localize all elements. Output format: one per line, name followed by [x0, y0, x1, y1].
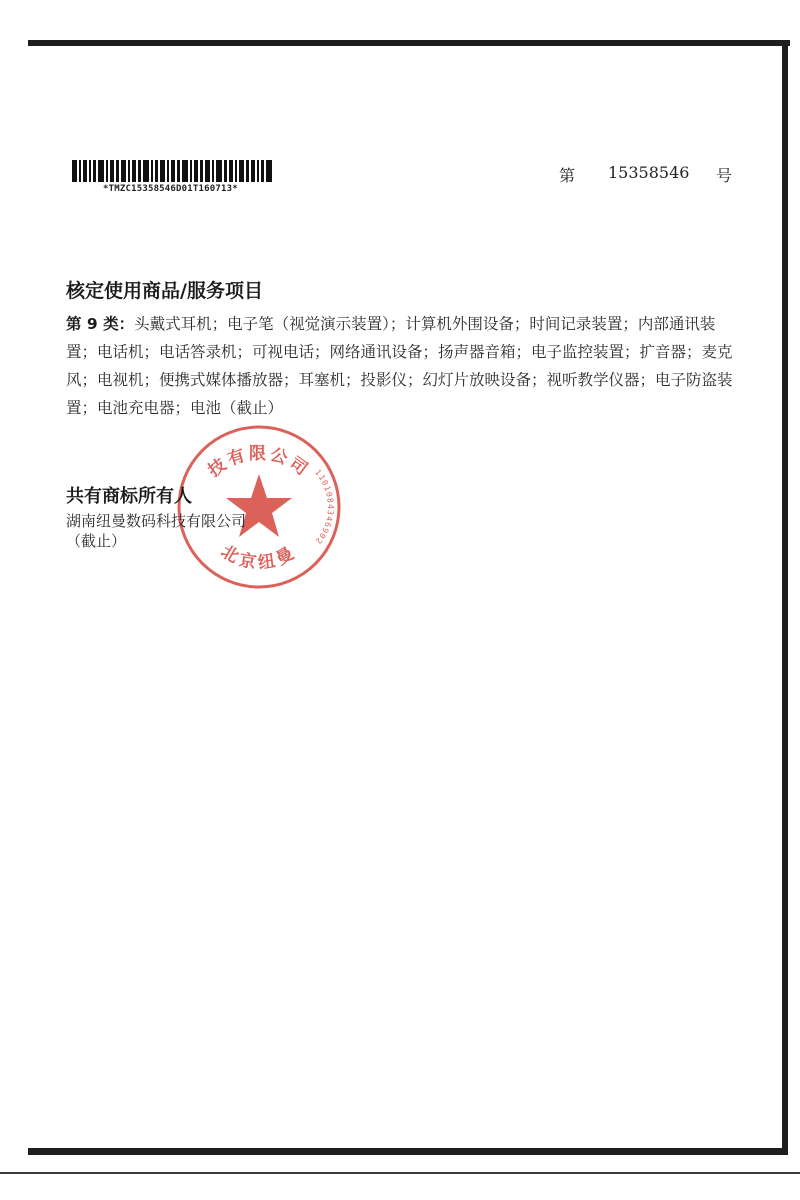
registration-suffix: 号: [716, 166, 733, 185]
goods-items: 头戴式耳机；电子笔（视觉演示装置）；计算机外围设备；时间记录装置；内部通讯装置；电话机；电话答录机；可视电话；网络通讯设备；扬声器音箱；电子监控装置；扩音器；麦克风；电视机；便携式媒体播放器；耳塞机；投影仪；幻灯片放映设备；视听教学仪器；电子防盗装置；电池充电器；电池（截止）: [66, 315, 733, 417]
frame-top-border: [28, 40, 790, 46]
svg-text:1101084346902: [313, 468, 335, 546]
barcode-text: *TMZC15358546D01T160713*: [103, 184, 238, 194]
seal-code: 1101084346902: [313, 467, 335, 547]
goods-section-title: 核定使用商品/服务项目: [66, 280, 263, 302]
co-owner-title: 共有商标所有人: [66, 486, 192, 507]
page-bottom-rule: [0, 1172, 800, 1174]
frame-right-border: [782, 40, 788, 1155]
barcode-icon: [72, 160, 272, 182]
co-owner-note: （截止）: [66, 532, 127, 550]
registration-prefix: 第: [559, 166, 576, 185]
frame-bottom-border: [28, 1148, 788, 1155]
registration-number: [559, 163, 739, 187]
registration-number-value: 15358546: [608, 163, 690, 182]
goods-class-label: 第 9 类：: [66, 315, 135, 333]
company-seal-icon: [174, 422, 344, 592]
seal-text-bottom: 北京纽曼: [217, 541, 301, 574]
seal-text-top: 技有限公司: [204, 444, 314, 482]
svg-text:北京纽曼: [217, 541, 300, 574]
co-owner-name: 湖南纽曼数码科技有限公司: [66, 512, 247, 530]
goods-list: [66, 310, 736, 422]
